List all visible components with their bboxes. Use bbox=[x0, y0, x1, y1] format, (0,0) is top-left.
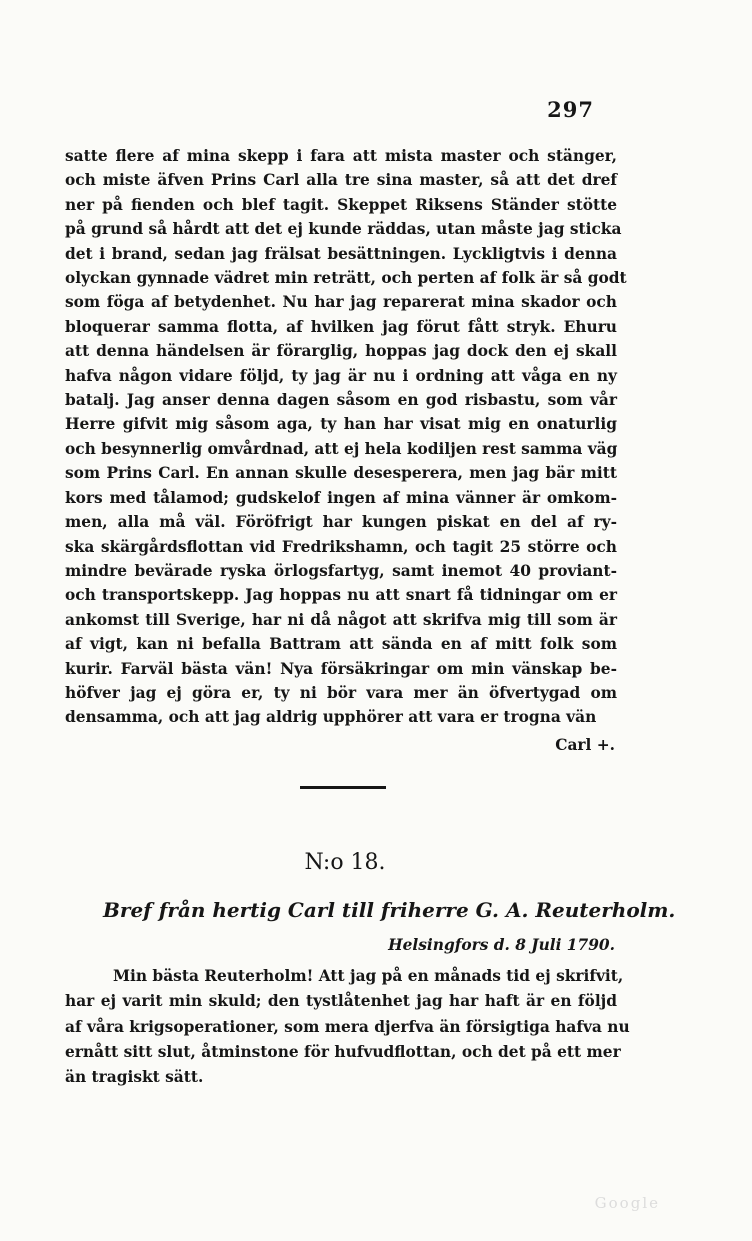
text-line: Herre gifvit mig såsom aga, ty han har visat mig en onaturlig bbox=[65, 415, 617, 434]
text-line: ner på fienden och blef tagit. Skeppet Riksens Ständer stötte bbox=[65, 195, 617, 214]
text-line: satte flere af mina skepp i fara att mista master och stänger, bbox=[65, 147, 617, 165]
text-line: bloquerar samma flotta, af hvilken jag förut fått stryk. Ehuru bbox=[65, 317, 617, 336]
text-line: kurir. Farväl bästa vän! Nya försäkringar om min vänskap be- bbox=[65, 659, 617, 678]
letter-number: N:o 18. bbox=[304, 850, 386, 875]
text-line: mindre bevärade ryska örlogsfartyg, samt inemot 40 proviant- bbox=[65, 561, 617, 580]
text-line: och besynnerlig omvårdnad, att ej hela kodiljen rest samma väg bbox=[65, 439, 618, 458]
text-line: och miste äfven Prins Carl alla tre sina master, så att det dref bbox=[65, 171, 617, 190]
letter-end-text bbox=[65, 144, 627, 730]
letter-title: Bref från hertig Carl till friherre G. A. Reuterholm. bbox=[103, 898, 676, 922]
letter-start-text bbox=[65, 964, 630, 1090]
text-line: batalj. Jag anser denna dagen såsom en god risbastu, som vår bbox=[65, 391, 617, 410]
text-line: att denna händelsen är förarglig, hoppas jag dock den ej skall bbox=[65, 342, 617, 361]
text-line: hafva någon vidare följd, ty jag är nu i ordning att våga en ny bbox=[65, 366, 617, 385]
text-line: på grund så hårdt att det ej kunde räddas, utan måste jag sticka bbox=[65, 220, 622, 239]
text-line: och transportskepp. Jag hoppas nu att snart få tidningar om er bbox=[65, 586, 617, 605]
section-divider bbox=[300, 786, 386, 789]
text-line: olyckan gynnade vädret min reträtt, och perten af folk är så godt bbox=[65, 269, 627, 288]
page-number: 297 bbox=[547, 97, 594, 122]
signature: Carl +. bbox=[555, 736, 615, 754]
text-line: som föga af betydenhet. Nu har jag reparerat mina skador och bbox=[65, 293, 617, 312]
text-line: kors med tålamod; gudskelof ingen af mina vänner är omkom- bbox=[65, 488, 617, 507]
text-line: ankomst till Sverige, har ni då något att skrifva mig till som är bbox=[65, 610, 617, 629]
text-line: som Prins Carl. En annan skulle desesperera, men jag bär mitt bbox=[65, 464, 617, 483]
text-line: har ej varit min skuld; den tystlåtenhet jag har haft är en följd bbox=[65, 992, 617, 1011]
text-line: det i brand, sedan jag frälsat besättningen. Lyckligtvis i denna bbox=[65, 244, 617, 263]
text-line: ernått sitt slut, åtminstone för hufvudflottan, och det på ett mer bbox=[65, 1042, 621, 1061]
text-line: men, alla må väl. Föröfrigt har kungen piskat en del af ry- bbox=[65, 513, 617, 532]
text-line: höfver jag ej göra er, ty ni bör vara mer än öfvertygad om bbox=[65, 683, 617, 702]
text-line: af vigt, kan ni befalla Battram att sända en af mitt folk som bbox=[65, 635, 617, 654]
digitization-watermark: Google bbox=[594, 1194, 660, 1212]
text-line: ska skärgårdsflottan vid Fredrikshamn, och tagit 25 större och bbox=[65, 537, 617, 556]
text-line: af våra krigsoperationer, som mera djerfva än försigtiga hafva nu bbox=[65, 1017, 630, 1036]
dateline: Helsingfors d. 8 Juli 1790. bbox=[388, 936, 615, 954]
text-line: Min bästa Reuterholm! Att jag på en månads tid ej skrifvit, bbox=[113, 967, 624, 985]
text-line: än tragiskt sätt. bbox=[65, 1068, 204, 1087]
text-line: densamma, och att jag aldrig upphörer att vara er trogna vän bbox=[65, 708, 597, 727]
